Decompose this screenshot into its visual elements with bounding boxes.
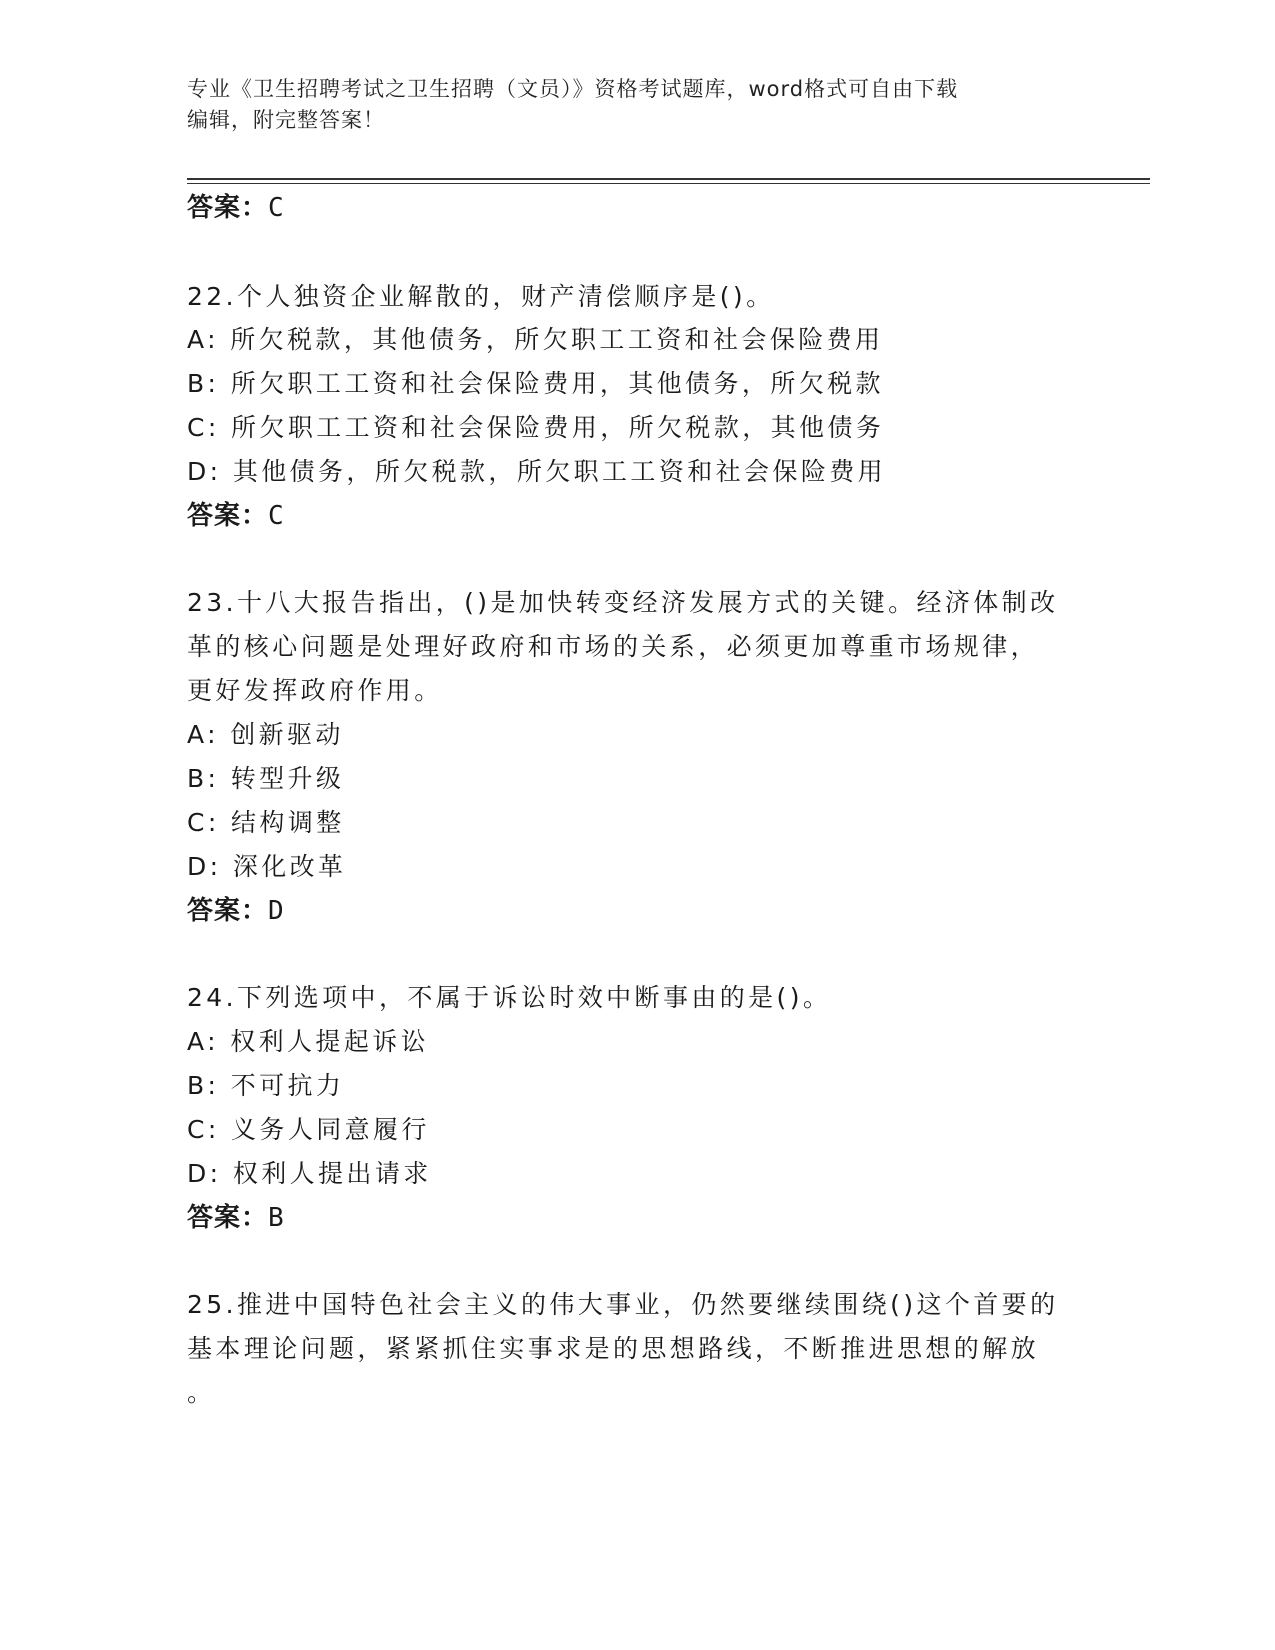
question-23-option-c: C: 结构调整 (187, 808, 345, 837)
answer-label: 答案： (187, 896, 269, 926)
header-divider-thin (187, 183, 1150, 184)
header-line-2: 编辑，附完整答案！ (187, 108, 385, 132)
question-24-option-d: D: 权利人提出请求 (187, 1159, 432, 1188)
question-23-option-b: B: 转型升级 (187, 764, 345, 793)
question-25-stem-line-3: 。 (187, 1378, 216, 1407)
answer-23 (187, 896, 285, 926)
page-header (187, 74, 1067, 136)
answer-letter: D (268, 896, 285, 926)
question-22-stem: 22.个人独资企业解散的，财产清偿顺序是()。 (187, 282, 775, 311)
answer-letter: B (268, 1203, 285, 1233)
question-23-stem-line-3: 更好发挥政府作用。 (187, 676, 443, 705)
question-23-option-d: D: 深化改革 (187, 852, 347, 881)
question-22-option-d: D: 其他债务，所欠税款，所欠职工工资和社会保险费用 (187, 457, 887, 486)
header-divider-thick (187, 178, 1150, 180)
question-24-option-b: B: 不可抗力 (187, 1071, 345, 1100)
question-23-stem-line-2: 革的核心问题是处理好政府和市场的关系，必须更加尊重市场规律， (187, 632, 1040, 661)
question-24-option-a: A: 权利人提起诉讼 (187, 1027, 430, 1056)
question-25-stem-line-2: 基本理论问题，紧紧抓住实事求是的思想路线，不断推进思想的解放 (187, 1334, 1040, 1363)
question-24-option-c: C: 义务人同意履行 (187, 1115, 430, 1144)
answer-prev (187, 193, 285, 223)
question-22-option-c: C: 所欠职工工资和社会保险费用，所欠税款，其他债务 (187, 413, 885, 442)
question-25-stem-line-1: 25.推进中国特色社会主义的伟大事业，仍然要继续围绕()这个首要的 (187, 1290, 1059, 1319)
answer-22 (187, 501, 285, 531)
answer-letter: C (268, 501, 285, 531)
answer-label: 答案： (187, 193, 269, 223)
question-23-option-a: A: 创新驱动 (187, 720, 344, 749)
answer-label: 答案： (187, 501, 269, 531)
answer-label: 答案： (187, 1203, 269, 1233)
question-22-option-b: B: 所欠职工工资和社会保险费用，其他债务，所欠税款 (187, 369, 884, 398)
question-23-stem-line-1: 23.十八大报告指出，()是加快转变经济发展方式的关键。经济体制改 (187, 588, 1059, 617)
question-22-option-a: A: 所欠税款，其他债务，所欠职工工资和社会保险费用 (187, 325, 884, 354)
header-line-1: 专业《卫生招聘考试之卫生招聘（文员）》资格考试题库，word格式可自由下载 (187, 77, 959, 101)
answer-letter: C (268, 193, 285, 223)
answer-24 (187, 1203, 285, 1233)
question-24-stem: 24.下列选项中，不属于诉讼时效中断事由的是()。 (187, 983, 832, 1012)
